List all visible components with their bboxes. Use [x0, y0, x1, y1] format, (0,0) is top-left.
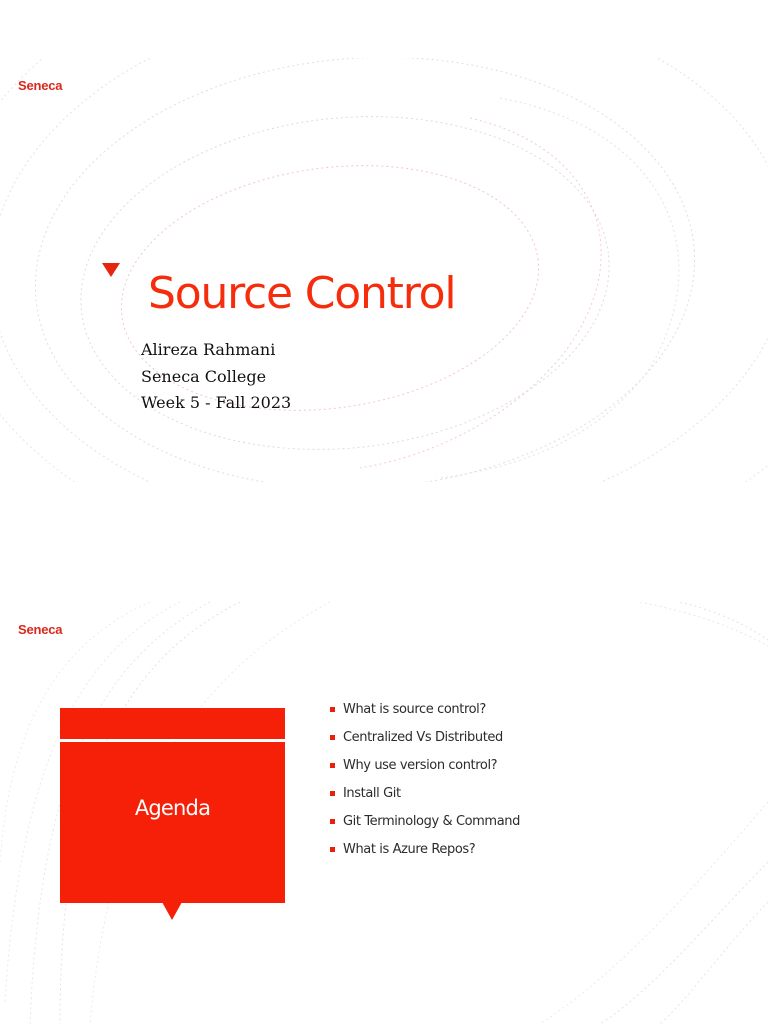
bullet-icon	[330, 791, 335, 796]
seneca-logo: Seneca	[18, 622, 63, 637]
subtitle-block	[141, 337, 291, 417]
bullet-icon	[330, 819, 335, 824]
seneca-logo: Seneca	[18, 78, 63, 93]
agenda-item: Install Git	[330, 782, 520, 810]
agenda-item: What is source control?	[330, 698, 520, 726]
agenda-slide	[0, 602, 768, 1024]
agenda-panel	[60, 742, 285, 903]
bullet-icon	[330, 847, 335, 852]
agenda-item: Why use version control?	[330, 754, 520, 782]
institution: Seneca College	[141, 366, 267, 386]
author-name: Alireza Rahmani	[141, 340, 276, 359]
title-slide	[0, 58, 768, 482]
agenda-item: What is Azure Repos?	[330, 838, 520, 866]
agenda-item: Centralized Vs Distributed	[330, 726, 520, 754]
agenda-list	[330, 698, 520, 866]
session-info: Week 5 - Fall 2023	[141, 393, 292, 412]
agenda-title: Agenda	[134, 796, 211, 820]
slide-title: Source Control	[148, 268, 456, 319]
bullet-icon	[330, 735, 335, 740]
agenda-notch-icon	[162, 902, 182, 920]
agenda-header-bar	[60, 708, 285, 739]
bullet-icon	[330, 707, 335, 712]
accent-triangle-icon	[102, 263, 120, 277]
agenda-item: Git Terminology & Command	[330, 810, 520, 838]
bullet-icon	[330, 763, 335, 768]
